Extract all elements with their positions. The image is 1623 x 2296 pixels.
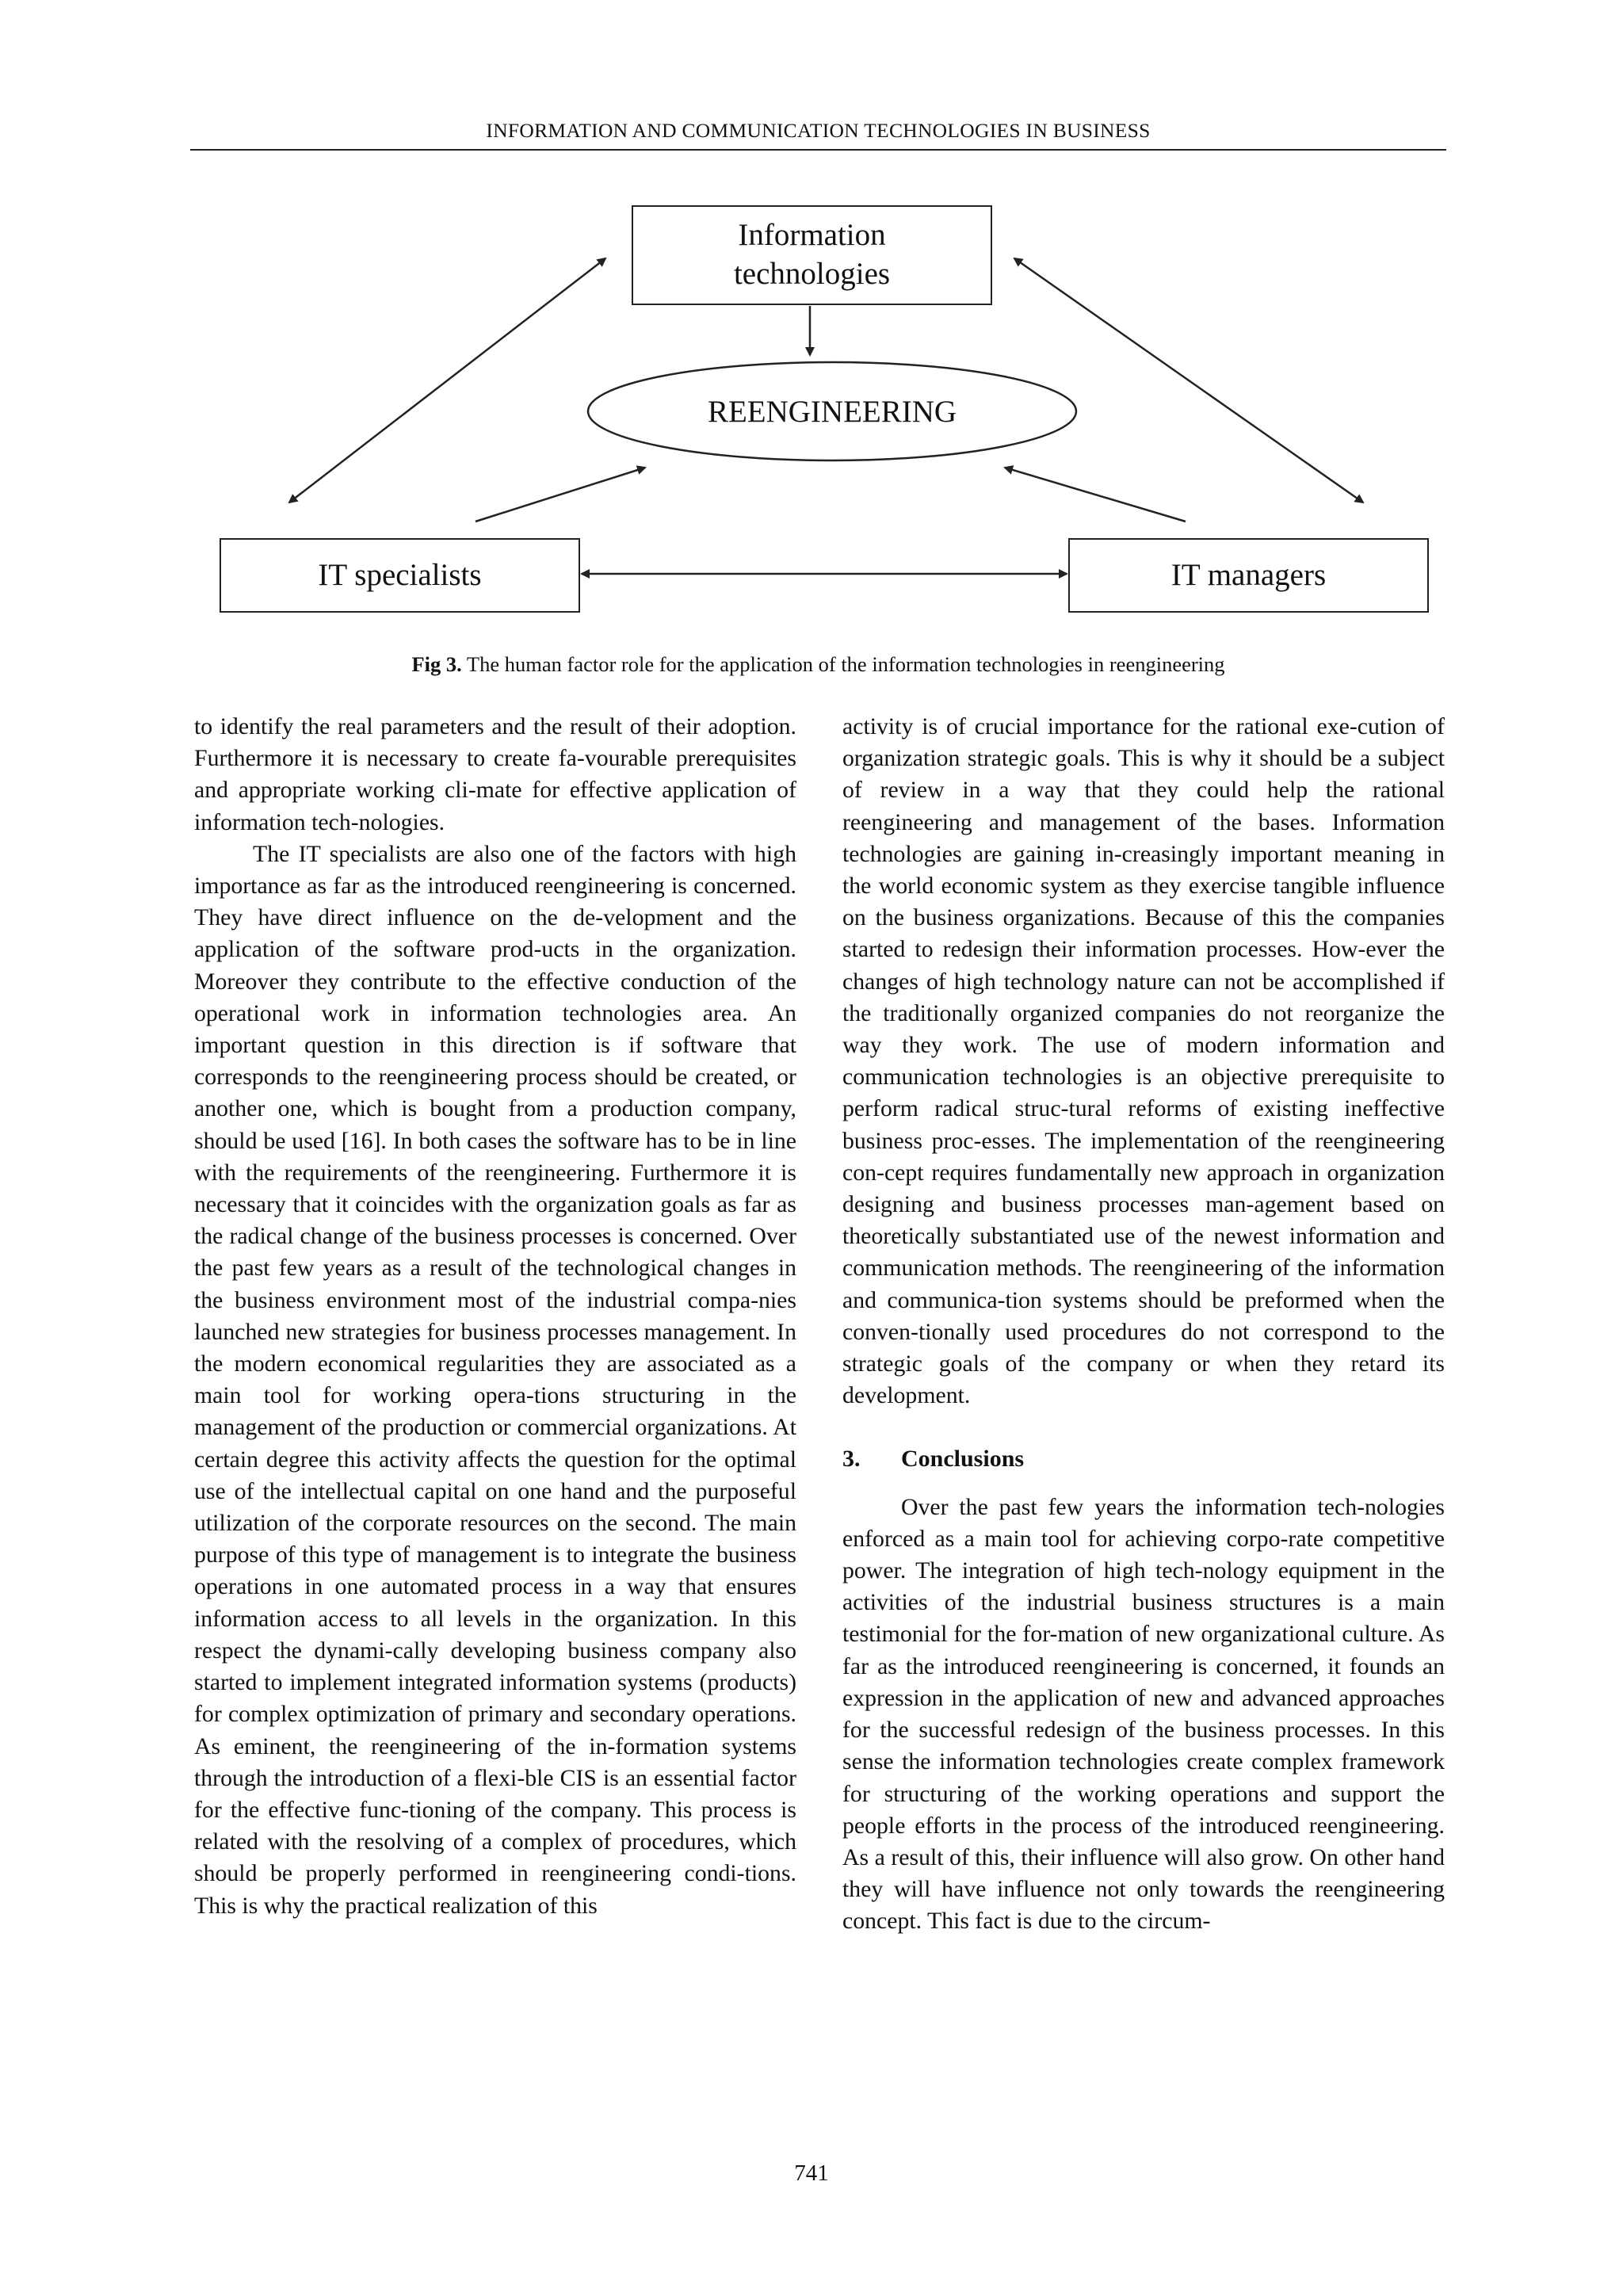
left-column	[194, 711, 796, 1922]
node-it-managers-label: IT managers	[1170, 557, 1327, 592]
node-it-specialists-label: IT specialists	[318, 557, 482, 592]
right-column	[842, 711, 1445, 1938]
arrow-specialists-to-reengineering	[475, 468, 645, 521]
figure-caption-label: Fig 3.	[411, 652, 462, 676]
conclusions-paragraph: Over the past few years the information tech-nologies enforced as a main tool for achieving corpo-rate competitive power. The integration of high tech-nology equipment in the activities of the industrial business structures is a main testimonial for the for-mation of new organizational culture. As far as the introduced reengineering is concerned, it founds an expression in the application of new and advanced approaches for the successful redesign of the business processes. In this sense the information technologies create complex framework for structuring of the working operations and support the people efforts in the process of the introduced reengineering. As a result of this, their influence will also grow. On other hand they will have influence not only towards the reengineering concept. This fact is due to the circum-	[842, 1493, 1445, 1935]
section-number: 3.	[842, 1446, 861, 1473]
right-paragraph-1: activity is of crucial importance for the rational exe-cution of organization strategic goals. This is why it should be a subject of review in a way that they could help the rational reengineering and management of the bases. Information technologies are gaining in-creasingly important meaning in the world economic system as they exercise tangible influence on the business organizations. Because of this the companies started to redesign their information processes. How-ever the changes of high technology nature can not be accomplished if the traditionally organized companies do not reorganize the way they work. The use of modern information and communication technologies is an objective prerequisite to perform radical struc-tural reforms of existing ineffective business proc-esses. The implementation of the reengineering con-cept requires fundamentally new approach in organization designing and business processes man-agement based on theoretically substantiated use of the newest information and communication methods. The reengineering of the information and communica-tion systems should be preformed when the conven-tionally used procedures do not correspond to the strategic goals of the company or when they retard its development.	[842, 713, 1445, 1409]
left-paragraph-1: to identify the real parameters and the result of their adoption. Furthermore it is necessary to create fa-vourable prerequisites and appropriate working cli-mate for effective application of information tech-nologies.	[194, 713, 796, 835]
node-it-specialists	[220, 538, 580, 613]
node-information-technologies-label: Information technologies	[733, 218, 891, 291]
section-title: Conclusions	[901, 1446, 1025, 1473]
page-number: 741	[794, 2160, 829, 2186]
arrow-managers-to-reengineering	[1005, 468, 1186, 521]
node-reengineering	[586, 361, 1078, 462]
node-information-technologies	[632, 205, 992, 305]
node-it-managers	[1068, 538, 1429, 613]
node-reengineering-label: REENGINEERING	[707, 394, 957, 429]
section-heading-conclusions	[842, 1443, 1445, 1475]
arrow-specialists-to-it	[289, 258, 605, 502]
figure-3	[0, 0, 1623, 634]
left-paragraph-2: The IT specialists are also one of the factors with high importance as far as the introduced reengineering is concerned. They have direct influence on the de-velopment and the application of the software prod-ucts in the organization. Moreover they contribute to the effective conduction of the operational work in information technologies area. An important question in this direction is if software that corresponds to the reengineering process should be created, or another one, which is bought from a production company, should be used [16]. In both cases the software has to be in line with the requirements of the reengineering. Furthermore it is necessary that it coincides with the organization goals as far as the radical change of the business processes is concerned. Over the past few years as a result of the technological changes in the business environment most of the industrial compa-nies launched new strategies for business processes management. In the modern economical regularities they are associated as a main tool for working opera-tions structuring in the management of the production or commercial organizations. At certain degree this activity affects the question for the optimal use of the intellectual capital on one hand and the purposeful utilization of the corporate resources on the second. The main purpose of this type of management is to integrate the business operations in one automated process in a way that ensures information access to all levels in the organization. In this respect the dynami-cally developing business company also started to implement integrated information systems (products) for complex optimization of primary and secondary operations. As eminent, the reengineering of the in-formation systems through the introduction of a flexi-ble CIS is an essential factor for the effective func-tioning of the company. This process is related with the resolving of a complex of procedures, which should be properly performed in reengineering condi-tions. This is why the practical realization of this	[194, 840, 796, 1919]
figure-caption-text: The human factor role for the application of the information technologies in reengineering	[461, 652, 1225, 676]
figure-caption	[190, 652, 1446, 677]
running-header: INFORMATION AND COMMUNICATION TECHNOLOGIES IN BUSINESS	[486, 119, 1151, 142]
